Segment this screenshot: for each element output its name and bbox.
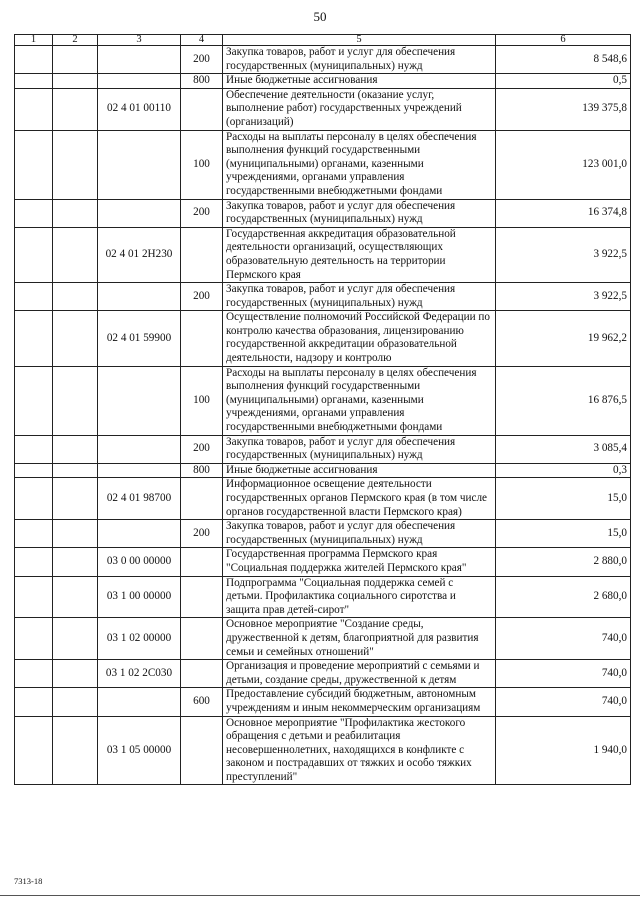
expense-type-cell: 200 [181, 46, 223, 74]
table-row [15, 283, 631, 311]
expense-type-cell [181, 576, 223, 618]
expense-type-cell [181, 618, 223, 660]
amount-cell: 16 876,5 [496, 366, 631, 435]
table-row [15, 520, 631, 548]
cell-col1 [15, 688, 53, 716]
table-row [15, 688, 631, 716]
target-article-cell [98, 688, 181, 716]
amount-cell: 15,0 [496, 520, 631, 548]
amount-cell: 1 940,0 [496, 716, 631, 785]
expense-type-cell [181, 716, 223, 785]
cell-col2 [53, 435, 98, 463]
target-article-cell [98, 283, 181, 311]
description-cell: Основное мероприятие "Создание среды, дружественной к детям, благоприятной для развития семьи и семейных отношений" [223, 618, 496, 660]
page-number: 50 [313, 9, 327, 24]
description-cell: Расходы на выплаты персоналу в целях обеспечения выполнения функций государственными (муниципальными) органами, казенными учреждениями, органами управления государственными внебюджетными фондами [223, 366, 496, 435]
description-cell: Иные бюджетные ассигнования [223, 463, 496, 478]
table-row [15, 46, 631, 74]
column-header: 2 [53, 35, 98, 46]
cell-col2 [53, 46, 98, 74]
expense-type-cell: 200 [181, 520, 223, 548]
cell-col2 [53, 88, 98, 130]
table-row [15, 74, 631, 89]
cell-col1 [15, 548, 53, 576]
cell-col2 [53, 463, 98, 478]
description-cell: Закупка товаров, работ и услуг для обеспечения государственных (муниципальных) нужд [223, 435, 496, 463]
expense-type-cell [181, 660, 223, 688]
target-article-cell: 03 0 00 00000 [98, 548, 181, 576]
target-article-cell [98, 435, 181, 463]
table-row [15, 227, 631, 282]
description-cell: Обеспечение деятельности (оказание услуг, выполнение работ) государственных учреждений (организаций) [223, 88, 496, 130]
expense-type-cell [181, 478, 223, 520]
amount-cell: 3 085,4 [496, 435, 631, 463]
description-cell: Закупка товаров, работ и услуг для обеспечения государственных (муниципальных) нужд [223, 283, 496, 311]
table-row [15, 660, 631, 688]
amount-cell: 740,0 [496, 688, 631, 716]
target-article-cell: 03 1 02 00000 [98, 618, 181, 660]
target-article-cell [98, 46, 181, 74]
expense-type-cell: 200 [181, 435, 223, 463]
target-article-cell [98, 74, 181, 89]
column-header: 3 [98, 35, 181, 46]
expense-type-cell: 200 [181, 283, 223, 311]
expense-type-cell [181, 88, 223, 130]
cell-col1 [15, 435, 53, 463]
description-cell: Осуществление полномочий Российской Федерации по контролю качества образования, лицензированию государственной аккредитации образовательной деятельности, надзору и контролю [223, 311, 496, 366]
table-row [15, 576, 631, 618]
column-header: 6 [496, 35, 631, 46]
cell-col1 [15, 478, 53, 520]
cell-col1 [15, 463, 53, 478]
table-row [15, 435, 631, 463]
cell-col2 [53, 716, 98, 785]
target-article-cell: 03 1 00 00000 [98, 576, 181, 618]
amount-cell: 2 680,0 [496, 576, 631, 618]
table-row [15, 463, 631, 478]
target-article-cell: 02 4 01 59900 [98, 311, 181, 366]
expense-type-cell [181, 548, 223, 576]
cell-col2 [53, 688, 98, 716]
cell-col2 [53, 74, 98, 89]
cell-col1 [15, 576, 53, 618]
target-article-cell [98, 130, 181, 199]
cell-col1 [15, 199, 53, 227]
cell-col1 [15, 716, 53, 785]
budget-table [14, 34, 631, 785]
description-cell: Закупка товаров, работ и услуг для обеспечения государственных (муниципальных) нужд [223, 199, 496, 227]
table-row [15, 130, 631, 199]
target-article-cell: 02 4 01 2Н230 [98, 227, 181, 282]
description-cell: Организация и проведение мероприятий с семьями и детьми, создание среды, дружественной к детям [223, 660, 496, 688]
cell-col2 [53, 478, 98, 520]
cell-col1 [15, 130, 53, 199]
amount-cell: 8 548,6 [496, 46, 631, 74]
table-row [15, 88, 631, 130]
cell-col1 [15, 46, 53, 74]
table-row [15, 548, 631, 576]
table-row [15, 478, 631, 520]
cell-col2 [53, 618, 98, 660]
cell-col2 [53, 283, 98, 311]
table-row [15, 366, 631, 435]
description-cell: Закупка товаров, работ и услуг для обеспечения государственных (муниципальных) нужд [223, 46, 496, 74]
target-article-cell [98, 520, 181, 548]
target-article-cell: 02 4 01 98700 [98, 478, 181, 520]
cell-col1 [15, 88, 53, 130]
amount-cell: 123 001,0 [496, 130, 631, 199]
amount-cell: 2 880,0 [496, 548, 631, 576]
table-row [15, 716, 631, 785]
table-body [15, 46, 631, 785]
description-cell: Государственная программа Пермского края "Социальная поддержка жителей Пермского края" [223, 548, 496, 576]
cell-col2 [53, 311, 98, 366]
cell-col2 [53, 227, 98, 282]
cell-col2 [53, 199, 98, 227]
cell-col2 [53, 520, 98, 548]
amount-cell: 19 962,2 [496, 311, 631, 366]
amount-cell: 3 922,5 [496, 227, 631, 282]
column-header: 5 [223, 35, 496, 46]
cell-col1 [15, 520, 53, 548]
column-header: 4 [181, 35, 223, 46]
table-row [15, 618, 631, 660]
column-header: 1 [15, 35, 53, 46]
amount-cell: 15,0 [496, 478, 631, 520]
description-cell: Иные бюджетные ассигнования [223, 74, 496, 89]
target-article-cell: 02 4 01 00110 [98, 88, 181, 130]
target-article-cell [98, 199, 181, 227]
amount-cell: 3 922,5 [496, 283, 631, 311]
table-row [15, 311, 631, 366]
target-article-cell [98, 463, 181, 478]
amount-cell: 139 375,8 [496, 88, 631, 130]
expense-type-cell: 100 [181, 366, 223, 435]
cell-col1 [15, 311, 53, 366]
target-article-cell: 03 1 05 00000 [98, 716, 181, 785]
cell-col2 [53, 548, 98, 576]
amount-cell: 16 374,8 [496, 199, 631, 227]
description-cell: Предоставление субсидий бюджетным, автономным учреждениям и иным некоммерческим организациям [223, 688, 496, 716]
cell-col2 [53, 660, 98, 688]
expense-type-cell: 800 [181, 74, 223, 89]
expense-type-cell: 200 [181, 199, 223, 227]
description-cell: Закупка товаров, работ и услуг для обеспечения государственных (муниципальных) нужд [223, 520, 496, 548]
description-cell: Подпрограмма "Социальная поддержка семей с детьми. Профилактика социального сиротства и защита прав детей-сирот" [223, 576, 496, 618]
description-cell: Расходы на выплаты персоналу в целях обеспечения выполнения функций государственными (муниципальными) органами, казенными учреждениями, органами управления государственными внебюджетными фондами [223, 130, 496, 199]
cell-col2 [53, 130, 98, 199]
table-header-row [15, 35, 631, 46]
expense-type-cell: 600 [181, 688, 223, 716]
amount-cell: 0,5 [496, 74, 631, 89]
target-article-cell [98, 366, 181, 435]
table-row [15, 199, 631, 227]
expense-type-cell [181, 227, 223, 282]
cell-col1 [15, 366, 53, 435]
bottom-divider [0, 895, 640, 896]
expense-type-cell [181, 311, 223, 366]
target-article-cell: 03 1 02 2С030 [98, 660, 181, 688]
expense-type-cell: 100 [181, 130, 223, 199]
cell-col2 [53, 366, 98, 435]
description-cell: Государственная аккредитация образовательной деятельности организаций, осуществляющих образовательную деятельность на территории Пермского края [223, 227, 496, 282]
cell-col2 [53, 576, 98, 618]
description-cell: Информационное освещение деятельности государственных органов Пермского края (в том числе органов государственной власти Пермского края) [223, 478, 496, 520]
description-cell: Основное мероприятие "Профилактика жестокого обращения с детьми и реабилитация несовершеннолетних, находящихся в конфликте с законом и пострадавших от тяжких и особо тяжких преступлений" [223, 716, 496, 785]
amount-cell: 740,0 [496, 618, 631, 660]
cell-col1 [15, 74, 53, 89]
amount-cell: 740,0 [496, 660, 631, 688]
expense-type-cell: 800 [181, 463, 223, 478]
cell-col1 [15, 660, 53, 688]
cell-col1 [15, 618, 53, 660]
cell-col1 [15, 283, 53, 311]
cell-col1 [15, 227, 53, 282]
amount-cell: 0,3 [496, 463, 631, 478]
document-code: 7313-18 [14, 876, 43, 886]
